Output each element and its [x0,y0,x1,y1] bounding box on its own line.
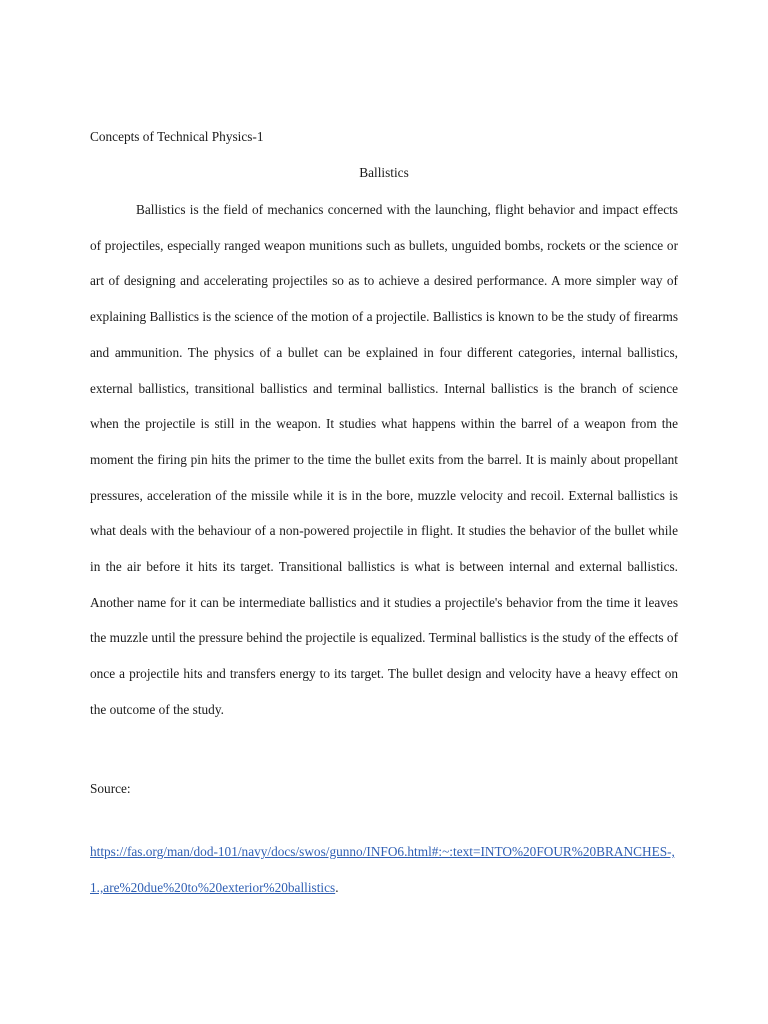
source-trailing-period: . [335,879,339,895]
document-header: Concepts of Technical Physics-1 [90,129,264,144]
body-paragraph: Ballistics is the field of mechanics concerned with the launching, flight behavior and impact effects of projectiles, especially ranged weapon munitions such as bullets, unguided bombs, rockets or the science or art of designing and accelerating projectiles so as to achieve a desired performance. A more simpler way of explaining Ballistics is the science of the motion of a projectile. Ballistics is known to be the study of firearms and ammunition. The physics of a bullet can be explained in four different categories, internal ballistics, external ballistics, transitional ballistics and terminal ballistics. Internal ballistics is the branch of science when the projectile is still in the weapon. It studies what happens within the barrel of a weapon from the moment the firing pin hits the primer to the time the bullet exits from the barrel. It is mainly about propellant pressures, acceleration of the missile while it is in the bore, muzzle velocity and recoil. External ballistics is what deals with the behaviour of a non-powered projectile in flight. It studies the behavior of the bullet while in the air before it hits its target. Transitional ballistics is what is between internal and external ballistics. Another name for it can be intermediate ballistics and it studies a projectile's behavior from the time it leaves the muzzle until the pressure behind the projectile is equalized. Terminal ballistics is the study of the effects of once a projectile hits and transfers energy to its target. The bullet design and velocity have a heavy effect on the outcome of the study. [90,202,678,717]
source-label: Source: [90,781,131,796]
document-title: Ballistics [359,165,409,180]
source-citation [90,834,680,905]
source-link[interactable]: https://fas.org/man/dod-101/navy/docs/swos/gunno/INFO6.html#:~:text=INTO%20FOUR%20BRANCHES-,1.,are%20due%20to%20exterior%20ballistics [90,844,675,895]
